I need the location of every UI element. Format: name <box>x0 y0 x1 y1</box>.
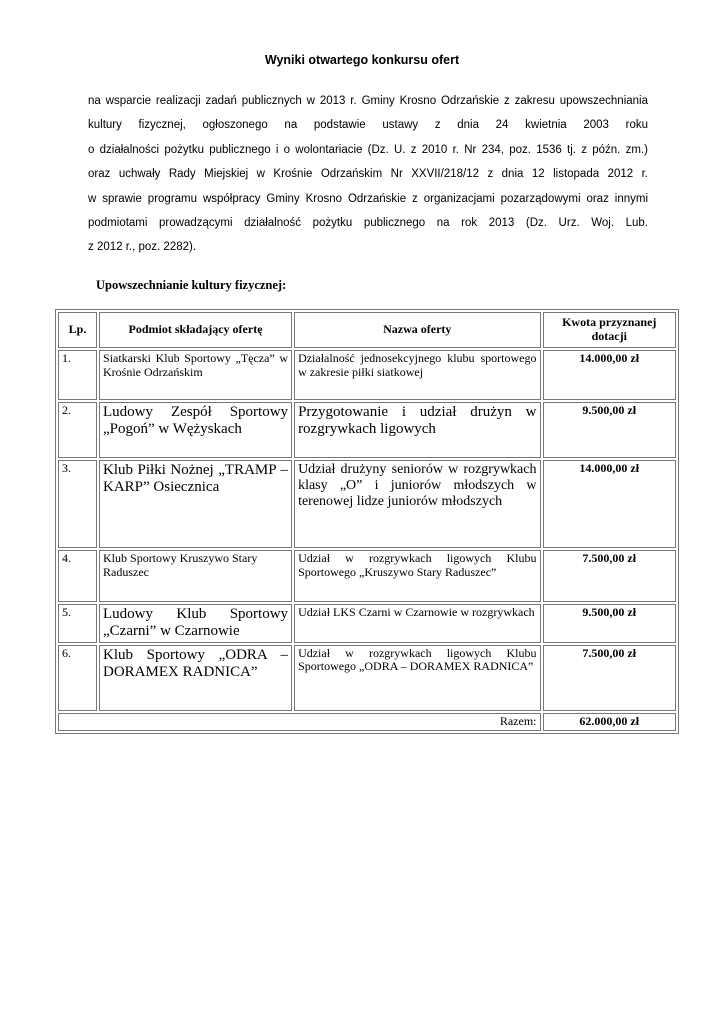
cell-lp: 5. <box>58 604 97 643</box>
intro-line: w sprawie programu współpracy Gminy Krosno Odrzańskie z organizacjami pozarządowymi oraz innymi <box>88 192 648 205</box>
total-amount: 62.000,00 zł <box>543 713 677 731</box>
header-subject: Podmiot składający ofertę <box>99 312 292 348</box>
cell-lp: 4. <box>58 550 97 602</box>
results-table <box>55 309 679 734</box>
table-row <box>58 645 676 711</box>
cell-amount: 9.500,00 zł <box>543 604 677 643</box>
cell-lp: 2. <box>58 402 97 458</box>
table-row <box>58 550 676 602</box>
cell-offer: Udział drużyny seniorów w rozgrywkach klasy „O” i juniorów młodszych w terenowej lidze juniorów młodszych <box>294 460 540 548</box>
intro-line: oraz uchwały Rady Miejskiej w Krośnie Odrzańskim Nr XXVII/218/12 z dnia 12 listopada 2012 r. <box>88 168 648 181</box>
cell-offer: Udział LKS Czarni w Czarnowie w rozgrywkach <box>294 604 540 643</box>
cell-subject: Klub Sportowy „ODRA – DORAMEX RADNICA” <box>99 645 292 711</box>
cell-offer: Udział w rozgrywkach ligowych Klubu Sportowego „Kruszywo Stary Raduszec” <box>294 550 540 602</box>
cell-amount: 14.000,00 zł <box>543 350 677 400</box>
cell-offer: Udział w rozgrywkach ligowych Klubu Sportowego „ODRA – DORAMEX RADNICA” <box>294 645 540 711</box>
header-offer: Nazwa oferty <box>294 312 540 348</box>
intro-line: z 2012 r., poz. 2282). <box>88 241 197 254</box>
cell-subject: Klub Piłki Nożnej „TRAMP – KARP” Osiecznica <box>99 460 292 548</box>
section-heading: Upowszechnianie kultury fizycznej: <box>96 278 287 292</box>
header-lp: Lp. <box>58 312 97 348</box>
intro-line: podmiotami prowadzącymi działalność pożytku publicznego na rok 2013 (Dz. Urz. Woj. Lub. <box>88 216 648 229</box>
cell-offer: Przygotowanie i udział drużyn w rozgrywkach ligowych <box>294 402 540 458</box>
cell-subject: Ludowy Klub Sportowy „Czarni” w Czarnowie <box>99 604 292 643</box>
cell-subject: Siatkarski Klub Sportowy „Tęcza” w Krośnie Odrzańskim <box>99 350 292 400</box>
cell-lp: 3. <box>58 460 97 548</box>
table-row <box>58 460 676 548</box>
intro-line: o działalności pożytku publicznego i o wolontariacie (Dz. U. z 2010 r. Nr 234, poz. 1536 tj. z późn. zm.) <box>88 143 648 156</box>
intro-paragraph <box>88 94 648 265</box>
table-row <box>58 604 676 643</box>
cell-lp: 1. <box>58 350 97 400</box>
intro-line: na wsparcie realizacji zadań publicznych w 2013 r. Gminy Krosno Odrzańskie z zakresu upowszechniania <box>88 95 648 107</box>
table-row <box>58 350 676 400</box>
cell-amount: 7.500,00 zł <box>543 550 677 602</box>
document-title: Wyniki otwartego konkursu ofert <box>264 53 460 67</box>
table-row <box>58 402 676 458</box>
cell-amount: 7.500,00 zł <box>543 645 677 711</box>
header-amount: Kwota przyznanej dotacji <box>543 312 677 348</box>
cell-amount: 9.500,00 zł <box>543 402 677 458</box>
intro-line: kultury fizycznej, ogłoszonego na podstawie ustawy z dnia 24 kwietnia 2003 roku <box>88 119 648 132</box>
cell-subject: Klub Sportowy Kruszywo Stary Raduszec <box>99 550 292 602</box>
cell-offer: Działalność jednosekcyjnego klubu sportowego w zakresie piłki siatkowej <box>294 350 540 400</box>
cell-lp: 6. <box>58 645 97 711</box>
cell-subject: Ludowy Zespół Sportowy „Pogoń” w Wężyskach <box>99 402 292 458</box>
total-label: Razem: <box>58 713 541 731</box>
cell-amount: 14.000,00 zł <box>543 460 677 548</box>
table-total-row <box>58 713 676 731</box>
table-header-row <box>58 312 676 348</box>
